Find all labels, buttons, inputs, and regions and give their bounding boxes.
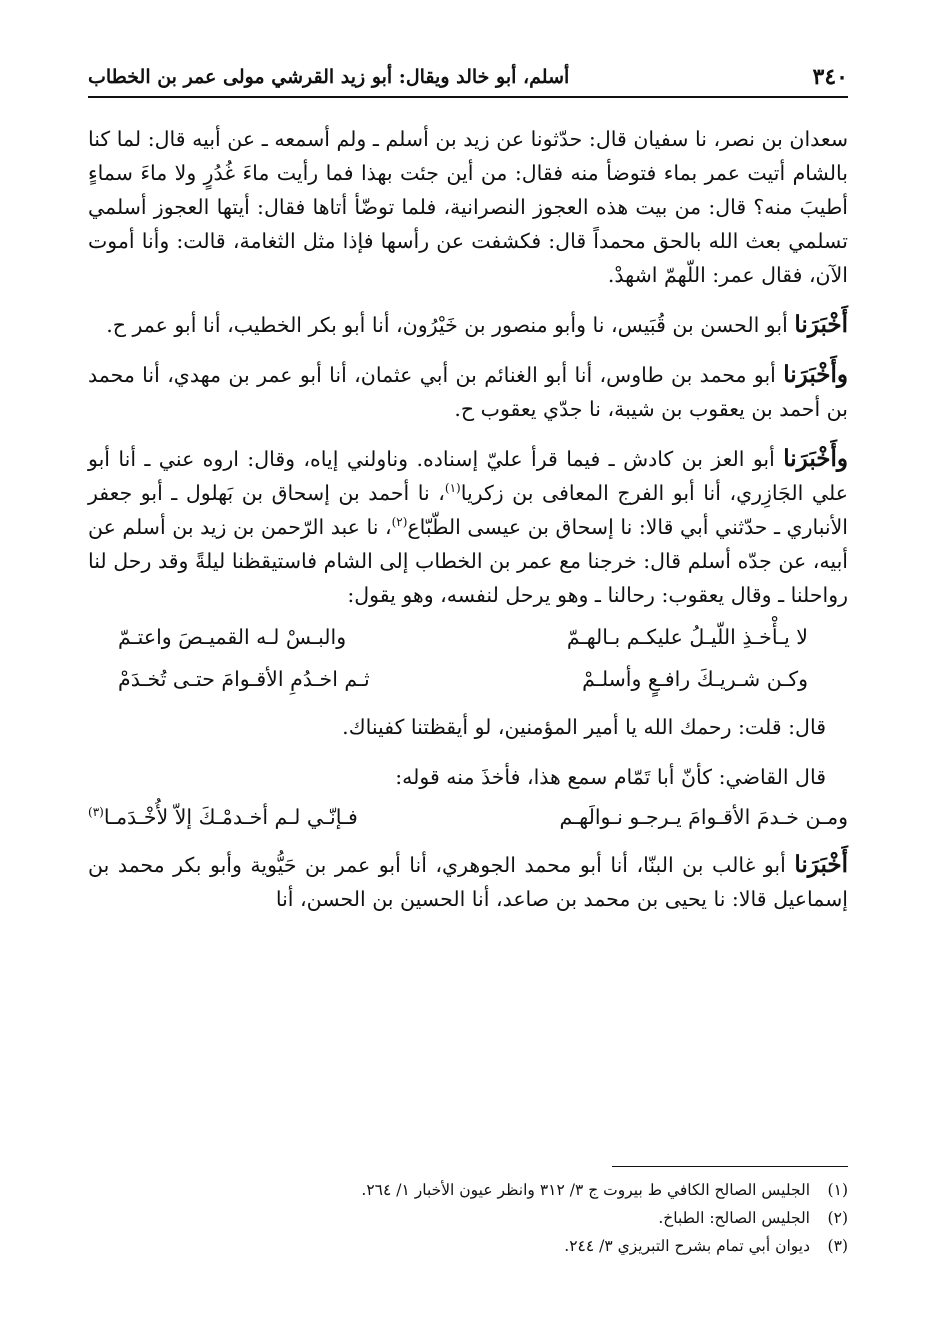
paragraph-2	[88, 308, 848, 342]
poem-line-2-first-hemistich: وكـن شـريـكَ رافـعٍ وأسلـمْ	[582, 667, 808, 691]
footnote-rule	[612, 1166, 848, 1167]
poem-line-1	[88, 620, 848, 654]
paragraph-1	[88, 122, 848, 292]
paragraph-3	[88, 358, 848, 426]
footnote-3	[88, 1232, 848, 1260]
page-number: ٣٤٠	[812, 64, 848, 90]
page-header	[88, 58, 848, 96]
isnad-keyword: وأَخْبَرَنا	[783, 361, 848, 388]
footnote-1-text: الجليس الصالح الكافي ط بيروت ج ٣/ ٣١٢ وانظر عيون الأخبار ١/ ٢٦٤.	[361, 1181, 810, 1199]
poem-line-2	[88, 662, 848, 696]
footnote-1-number: (١)	[827, 1181, 848, 1199]
poem2-line	[88, 800, 848, 834]
paragraph-5	[88, 710, 848, 744]
paragraph-4-text-b: ، نا أحمد بن إسحاق بن بَهلول ـ أبو جعفر الأنباري ـ حدّثني أبي قالا: نا إسحاق بن عيسى الطّبّاع	[88, 481, 849, 539]
paragraph-7-text: أبو غالب بن البنّا، أنا أبو محمد الجوهري، أنا أبو عمر بن حَيُّوية وأبو بكر محمد بن إسماعيل قالا: نا يحيى بن محمد بن صاعد، أنا الحسين بن الحسن، أنا	[88, 853, 848, 911]
isnad-keyword: أَخْبَرَنا	[794, 311, 848, 338]
footnote-3-text: ديوان أبي تمام بشرح التبريزي ٣/ ٢٤٤.	[564, 1237, 810, 1255]
running-title: أسلم، أبو خالد ويقال: أبو زيد القرشي مولى عمر بن الخطاب	[88, 66, 570, 88]
isnad-keyword: أَخْبَرَنا	[794, 851, 848, 878]
header-rule	[88, 96, 848, 98]
paragraph-4-text-c: ، نا عبد الرّحمن بن زيد بن أسلم عن أبيه، عن جدّه أسلم قال: خرجنا مع عمر بن الخطاب إلى الشام فاستيقظنا ليلةً وقد رحل لنا رواحلنا ـ وقال يعقوب: رحالنا ـ وهو يرحل لنفسه، وهو يقول:	[88, 515, 848, 607]
paragraph-6	[88, 760, 848, 794]
paragraph-7	[88, 848, 848, 916]
paragraph-5-text: قال: قلت: رحمك الله يا أمير المؤمنين، لو أيقظتنا كفيناك.	[342, 715, 826, 739]
paragraph-2-text: أبو الحسن بن قُبَيس، نا وأبو منصور بن خَيْرُون، أنا أبو بكر الخطيب، أنا أبو عمر ح.	[106, 313, 788, 337]
poem2-first-hemistich: ومـن خـدمَ الأقـوامَ يـرجـو نـوالَهـم	[559, 805, 848, 829]
paragraph-1-text: سعدان بن نصر، نا سفيان قال: حدّثونا عن زيد بن أسلم ـ ولم أسمعه ـ عن أبيه قال: لما كنا بالشام أتيت عمر بماء فتوضأ منه فقال: من أين جئت بهذا فما رأيت ماءَ غُدُرٍ ولا ماءَ سماءٍ أطيبَ منه؟ قال: من بيت هذه العجوز النصرانية، فلما توضّأ أتاها فقال: أيتها العجوز أسلمي تسلمي بعث الله بالحق محمداً قال: فكشفت عن رأسها فإذا مثل الثغامة، قالت: وأنا أموت الآن، فقال عمر: اللّهمّ اشهدْ.	[88, 127, 848, 287]
poem-line-2-second-hemistich: ثـم اخـدُمِ الأقـوامَ حتـى تُخـدَمْ	[118, 667, 370, 691]
poem-line-1-first-hemistich: لا يـأْخـذِ اللّيـلُ عليكـم بـالهـمّ	[566, 625, 808, 649]
footnote-ref-1[interactable]: (١)	[444, 481, 461, 496]
footnote-2-text: الجليس الصالح: الطباخ.	[658, 1209, 810, 1227]
footnote-ref-3[interactable]: (٣)	[88, 805, 104, 820]
poem2-second-hemistich	[88, 800, 358, 834]
footnote-2-number: (٢)	[827, 1209, 848, 1227]
isnad-keyword: وأَخْبَرَنا	[783, 445, 848, 472]
poem2-second-text: فـإنّـي لـم أخـدمْـكَ إلاّ لأُخْـدَمـا	[103, 805, 358, 829]
paragraph-3-text: أبو محمد بن طاوس، أنا أبو الغنائم بن أبي عثمان، أنا أبو عمر بن مهدي، أنا محمد بن أحمد بن يعقوب بن شيبة، نا جدّي يعقوب ح.	[88, 363, 848, 421]
paragraph-6-text: قال القاضي: كأنّ أبا تَمّام سمع هذا، فأخذَ منه قوله:	[395, 765, 826, 789]
footnote-1	[88, 1176, 848, 1204]
paragraph-4	[88, 442, 848, 612]
footnote-3-number: (٣)	[827, 1237, 848, 1255]
footnote-2	[88, 1204, 848, 1232]
footnotes	[88, 1176, 848, 1260]
poem-line-1-second-hemistich: والبـسْ لـه القميـصَ واعتـمّ	[118, 625, 347, 649]
footnote-ref-2[interactable]: (٢)	[391, 515, 408, 530]
main-text	[88, 122, 848, 932]
paragraph-4-text-a: أبو العز بن كادش ـ فيما قرأ عليّ إسناده. وناولني إياه، وقال: اروه عني ـ أنا أبو علي الجَازِري، أنا أبو الفرج المعافى بن زكريا	[88, 447, 848, 505]
